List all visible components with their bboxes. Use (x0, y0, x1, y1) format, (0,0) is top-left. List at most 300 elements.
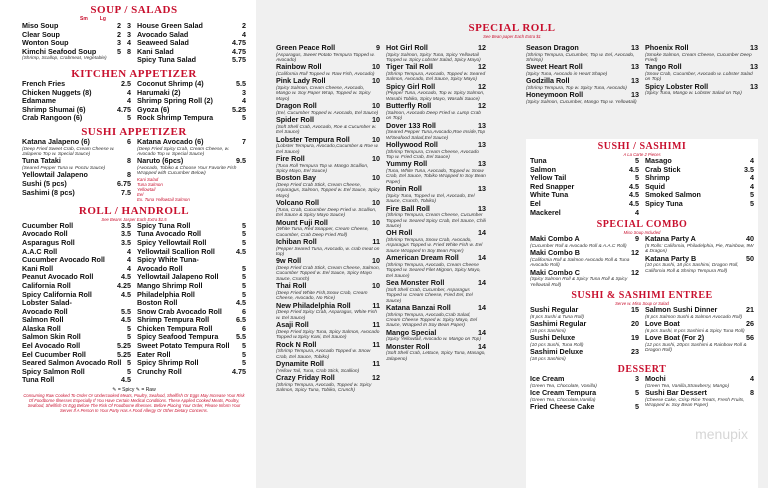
item-price: 4 (127, 246, 131, 256)
roll-left-col (22, 222, 131, 385)
item-name: Shrimp Shumai (6) (22, 104, 86, 114)
item-description: (Shrimp Tempura, Top w. Spicy Tuna, Avocado) (526, 86, 627, 91)
menu-item (645, 200, 754, 209)
menu-item (526, 63, 639, 77)
item-description: (Shrimp Tempura, Cream Cheese, Cucumber Topped w. Seared Spicy Crab, Eel Sauce, Chili Sauce) (386, 213, 486, 230)
item-price: 14 (478, 302, 486, 312)
menu-item (276, 219, 380, 238)
item-price: 9 (635, 234, 639, 244)
item-name: Lobster Tempura Roll (276, 134, 350, 144)
item-name: Cucumber Roll (22, 220, 74, 230)
item-description: (Spicy Salmon, Spicy Tuna, Spicy Yellowtail Topped w. Spicy Lobster Salad, Spicy Mayo) (386, 52, 481, 63)
item-price: 13 (750, 62, 758, 72)
item-price: 10 (372, 115, 380, 125)
item-price: 4 (635, 207, 639, 217)
naruto-option: Yellowtail (137, 186, 156, 192)
sushi-app-title: SUSHI APPETIZER (81, 125, 187, 138)
item-price: 26 (746, 318, 754, 328)
item-name: Crunchy Roll (137, 366, 182, 376)
item-name: Asaji Roll (276, 320, 309, 330)
item-description: (Deep Fried Crab Stick, Cream Cheese, Salmon, Cucumber Topped w. Eel Sauce, Spicy Mayo Sauce, Crunch) (276, 266, 380, 282)
item-price: 13 (750, 81, 758, 91)
item-price: 5 (242, 220, 246, 230)
special-col-2 (386, 44, 486, 362)
item-description: (6 pcs Sushi, 8 pcs Sashimi & Spicy Tuna Roll) (645, 328, 745, 334)
item-price: 10 (372, 281, 380, 291)
special-col-3 (526, 44, 639, 105)
soups-right-col (137, 22, 246, 65)
menu-item (386, 102, 486, 121)
item-name: Gyoza (6) (137, 104, 170, 114)
entree-subtitle: Serve w. Miso Soup or Salad (615, 300, 669, 306)
item-price: 4.75 (232, 366, 246, 376)
item-price: 14 (478, 278, 486, 288)
item-price: 5 (242, 289, 246, 299)
item-price: 5.5 (236, 332, 246, 342)
item-name: Kani Roll (22, 263, 54, 273)
item-price: 11 (372, 300, 380, 310)
dessert-section (530, 375, 754, 412)
item-name: Tuna Tataki (22, 156, 61, 166)
item-name: Yellowtail Jalapeno Roll (137, 272, 219, 282)
item-price: 13 (750, 43, 758, 52)
item-price: 10 (372, 101, 380, 111)
item-name: Squid (645, 181, 665, 191)
right-menu-panel (256, 0, 768, 488)
item-name: Fire Roll (276, 154, 305, 164)
sashimi-title: SUSHI / SASHIMI (597, 141, 687, 152)
item-description: (Deep Fried Spicy Tuna, Spicy Salmon, Avocado Topped w.Spicy Kani, Eel Sauce) (276, 329, 380, 341)
entree-left-col (530, 306, 639, 362)
item-price: 13 (478, 120, 486, 130)
roll-title: ROLL / HANDROLL (78, 204, 190, 217)
item-name: Mount Fuji Roll (276, 217, 328, 227)
item-name: Butterfly Roll (386, 101, 432, 111)
item-price: 14 (478, 341, 486, 351)
item-description: (8 pcs Sushi & Tuna Roll) (530, 314, 585, 320)
dessert-title: DESSERT (617, 363, 667, 375)
kitchen-left-col (22, 80, 131, 123)
roll-subtitle: See Beans Jasper Each Extra $1.5 (101, 216, 167, 222)
item-name: Sushi Deluxe (530, 332, 576, 342)
item-description: (Salmon, Avocado Deep Fried w. Lump Crab on Top) (386, 110, 481, 122)
menu-item (386, 141, 486, 160)
item-price: 4.5 (236, 298, 246, 308)
soups-section (22, 22, 246, 65)
menu-item (276, 257, 380, 282)
sushi-app-section (22, 138, 246, 202)
item-name: French Fries (22, 78, 66, 88)
item-name: Phoenix Roll (645, 43, 689, 52)
roll-right-col (137, 222, 246, 385)
item-name: Shrimp Tempura Roll (137, 315, 210, 325)
item-price: 4.25 (117, 280, 131, 290)
item-description: (Spicy Tuna, Topped w. Eel, Avocado, Eel Sauce, Crunch, Tobiko) (386, 193, 475, 205)
combo-subtitle: Miso Soup Included (623, 230, 661, 236)
item-name: Eel Avocado Roll (22, 341, 81, 351)
item-name: Monster Roll (386, 341, 430, 351)
item-price: 4 (750, 156, 754, 165)
item-description: (Snow Crab, Cucumber, Avocado w. Lobster Salad on Top) (645, 72, 753, 83)
col-sm-label: Sm (80, 16, 88, 22)
menu-item (526, 91, 639, 105)
item-price-sm: 3 (117, 38, 121, 48)
item-price: 4 (127, 96, 131, 106)
item-name: Spicy Shrimp Roll (137, 358, 199, 368)
item-price: 4 (750, 173, 754, 183)
item-price: 3.5 (744, 164, 754, 174)
item-description: (Spicy Tuna, Mango w. Lobster Salad on Top) (645, 91, 742, 97)
item-price: 11 (372, 320, 380, 330)
item-description: (Tuna Roll Tempura Top w. Mango Scallion, Spicy Mayo, Eel Sauce) (276, 163, 369, 175)
item-price: 4.5 (629, 181, 639, 191)
item-price: 3 (242, 87, 246, 97)
soups-left-col (22, 22, 131, 65)
item-description: (Soft Shell Crab, Cucumber, Asparagus Topped w. Cream Cheese, Fried Eel, Eel Sauce) (386, 287, 473, 304)
item-description: (Lobster Tempura, Avocado,Cucumber & Roe w. Eel Sauce) (276, 144, 379, 155)
item-name: Rock N Roll (276, 339, 317, 349)
item-name: Sashimi (8 pcs) (22, 187, 75, 197)
item-name: Avocado Roll (137, 263, 183, 273)
item-description: (Shrimp Tempura, Cucumber, Top w. Eel, Avocado, Shrimp) (526, 52, 635, 63)
raw-food-warning: Consuming Raw Cooked To Order Or Undercooked Meats, Poultry, Seafood, Shellfish Or Eggs May Increase Your Risk Of Foodborne Illnesses Especially If You Have Certain Medical Conditions. These Applied Cooked Meats, Poultry, Seafood, Shellfish Or Egg Before The Risk Of Foodborne Illnesses. Before Placing Your Order, Please Inform Your Server If A Person In Your Party Has A Food Allergy Or Other Dietary Concerns. (23, 393, 245, 414)
item-name: Love Boat (645, 318, 680, 328)
menu-item (22, 189, 131, 198)
item-price: 10 (372, 134, 380, 144)
entree-section (530, 306, 754, 362)
roll-section (22, 222, 246, 385)
item-name: Spicy Tuna (645, 198, 683, 208)
menu-item (530, 389, 639, 403)
item-name: Katana Jalapeno (6) (22, 136, 90, 146)
menu-item (276, 282, 380, 301)
item-name: Tuna Avocado Roll (137, 229, 202, 239)
naruto-option: Tuna Salmon (137, 181, 163, 187)
item-description: (10 pcs Sushi, Tuna Roll) (530, 342, 584, 348)
menu-item (530, 235, 639, 249)
item-description: (California Roll Topped w. Raw Fish, Avocado) (276, 72, 375, 77)
menu-item (22, 157, 131, 171)
item-price: 13 (478, 140, 486, 150)
item-description: (12 pcs Sushi, 20pcs Sashimi & Rainbow Roll & Dragon Roll) (645, 342, 747, 353)
item-name: Shrimp Spring Roll (2) (137, 96, 213, 106)
menu-item (276, 321, 380, 340)
item-price: 11 (372, 339, 380, 349)
item-description: (Seared Pepper Tuna w. Ponzu Sauce) (22, 165, 106, 171)
item-name: Mochi (645, 373, 666, 383)
combo-title: SPECIAL COMBO (596, 219, 688, 231)
item-price: 5 (127, 332, 131, 342)
item-price: 12 (478, 43, 486, 52)
menu-item (276, 341, 380, 360)
item-name: Crab Stick (645, 164, 681, 174)
item-price: 13 (631, 76, 639, 86)
item-description: (15 pcs Sashimi) (530, 328, 566, 334)
item-name: Snow Crab Avocado Roll (137, 306, 222, 316)
item-name: Spider Roll (276, 115, 314, 125)
item-name: House Green Salad (137, 21, 203, 30)
entree-title: SUSHI & SASHIMI ENTREE (571, 289, 713, 301)
item-price: 5.25 (117, 349, 131, 359)
item-name: Salmon (530, 164, 556, 174)
item-name: Green Peace Roll (276, 43, 336, 52)
item-name: Sweet Heart Roll (526, 62, 583, 72)
item-name: Pink Lady Roll (276, 76, 326, 86)
menu-item (645, 235, 754, 254)
item-price: 5 (635, 401, 639, 411)
menu-item (386, 254, 486, 279)
item-price: 12 (372, 372, 380, 382)
item-description: (Deep Fried White Fish,Snow Crab, Cream Cheese, Avocado, No Rice) (276, 290, 368, 302)
item-price: 21 (746, 304, 754, 314)
item-name: Katana Party A (645, 234, 696, 244)
item-name: Maki Combo B (530, 248, 580, 258)
item-description: (Shrimp Tempura, Avocado Topped w. Snow Crab, Eel Sauce, Tobiko) (276, 349, 371, 360)
item-description: (Shrimp Tempura, Avocado, Topped w. Seared Salmon, Avocado, Eel Sauce, Spicy Mayo) (386, 72, 486, 83)
item-name: Mango Shrimp Roll (137, 280, 203, 290)
item-price: 23 (631, 346, 639, 356)
menu-item (645, 63, 758, 82)
item-name: Crazy Friday Roll (276, 372, 335, 382)
item-name: Tuna Roll (22, 375, 55, 385)
item-price-lg: 4 (127, 38, 131, 48)
item-name: Spicy Salmon Roll (22, 366, 85, 376)
item-name: Tiger Tail Roll (386, 62, 433, 72)
menu-item (530, 334, 639, 348)
item-price: 5 (750, 190, 754, 200)
item-price: 3.5 (121, 237, 131, 247)
item-name: Smoked Salmon (645, 190, 701, 200)
item-name: Ice Cream (530, 373, 565, 383)
item-name: Wonton Soup (22, 38, 69, 48)
item-name: Avocado Roll (22, 306, 68, 316)
item-name: Spicy Tuna Roll (137, 220, 191, 230)
sashimi-subtitle: A La Carte 2 Pieces (623, 152, 661, 157)
item-description: (Cheese Cake, Crisp Rice Treats, Fresh Fruits, Wrapped w. Soy Bean Paper) (645, 397, 745, 408)
item-price: 12 (631, 267, 639, 277)
menu-item (386, 329, 486, 343)
item-price: 4 (127, 87, 131, 97)
item-name: Ice Cream Tempura (530, 387, 597, 397)
item-description: (Eel, Cucumber Topped w. Avocado, Eel Sauce) (276, 110, 379, 116)
item-name: Yellow Tail (530, 173, 567, 183)
item-name: Thai Roll (276, 281, 307, 291)
item-description: (Soft Shell Crab, Avocado, Roe & Cucumber w. Eel Sauce) (276, 124, 377, 136)
item-price-lg: 3 (127, 29, 131, 39)
menu-item (530, 209, 639, 218)
menu-item (530, 375, 639, 389)
menu-item (137, 157, 246, 176)
item-description: (Tuna, Crab, Cucumber Deep Fried w. Scallion, Eel Sauce & Spicy Mayo Sauce) (276, 207, 377, 219)
combo-left-col (530, 235, 639, 288)
menu-item (386, 304, 486, 329)
item-description: (White Tuna, Red Snapper, Cream Cheese, Cucumber, Crab Deep Fried Roll) (276, 227, 369, 238)
item-name: Fire Ball Roll (386, 203, 430, 213)
item-description: (10 pcs Sushi, 18 pcs Sashimi, Dragon Roll, California Roll & Shrimp Tempura Roll) (645, 263, 739, 274)
menu-item (386, 83, 486, 102)
item-price: 5 (242, 341, 246, 351)
special-col-1 (276, 44, 380, 393)
item-price: 5.25 (117, 341, 131, 351)
item-name: Mango Special (386, 327, 437, 337)
item-name: Edamame (22, 96, 56, 106)
item-price: 6 (127, 136, 131, 146)
item-name: Sashimi Regular (530, 318, 587, 328)
item-price: 13 (478, 203, 486, 213)
item-price-sm: 2 (117, 29, 121, 39)
menu-item (386, 229, 486, 254)
item-name: Spicy Lobster Roll (645, 81, 709, 91)
combo-right-col (645, 235, 754, 288)
kitchen-section (22, 80, 246, 123)
menu-item (386, 44, 486, 63)
item-name: Seaweed Salad (137, 38, 189, 48)
item-description: (8 pcs Salmon Sushi & Salmon Avocado Roll) (645, 314, 743, 320)
item-name: Yellowtail Jalapeno (22, 170, 88, 180)
naruto-option: Eel (137, 191, 144, 197)
menu-item (530, 249, 639, 268)
item-description: (5 Rolls: California, Philadelphia, Pie, Rainbow, 9W & Dragon) (645, 243, 754, 255)
item-name: Yellowtail Scallion Roll (137, 246, 215, 256)
item-description: (Spicy Salmon, Cream Cheese, Avocado, Mango w. Soy Paper Wrap, Topped w. Spicy Mayo) (276, 86, 371, 102)
item-name: Asparagus Roll (22, 237, 75, 247)
menu-item (276, 360, 380, 374)
menu-item (386, 63, 486, 82)
item-description: (Spicy Salmon, Cucumber, Mango Top w. Yellowtail) (526, 100, 637, 105)
item-price: 8 (127, 170, 131, 180)
item-price: 5.25 (232, 104, 246, 114)
item-name: Sushi Regular (530, 304, 579, 314)
item-price: 5 (635, 387, 639, 397)
menu-item (276, 102, 380, 116)
item-name: Salmon Roll (22, 315, 64, 325)
sashimi-left-col (530, 157, 639, 217)
item-price: 2.5 (121, 78, 131, 88)
item-description: (Spicy Tuna, Avocado in Heart Shape) (526, 72, 608, 77)
item-name: Love Boat (For 2) (645, 332, 705, 342)
menu-item (137, 368, 246, 377)
item-price-sm: 2 (117, 21, 121, 30)
kitchen-title: KITCHEN APPETIZER (71, 67, 197, 80)
item-name: Sweet Potato Tempura Roll (137, 341, 230, 351)
naruto-option: Kani Salad (137, 176, 159, 182)
item-price-lg: 8 (127, 46, 131, 56)
menu-item (386, 185, 486, 204)
item-price: 11 (372, 358, 380, 368)
sashimi-section (530, 157, 754, 217)
item-price: 40 (746, 234, 754, 244)
item-name: Chicken Tempura Roll (137, 323, 213, 333)
dessert-right-col (645, 375, 754, 412)
item-description: (Pepper Tuna, Avocado, Top w. Spicy Salmon, Wasabi Tobiko, Spicy Mayo, Wasabi Sauce) (386, 91, 485, 102)
item-name: Miso Soup (22, 21, 59, 30)
item-name: Avocado Roll (22, 229, 68, 239)
menu-item (645, 255, 754, 274)
left-menu-panel (0, 0, 256, 488)
item-name: Kimchi Seafood Soup (22, 46, 97, 56)
item-price: 5 (242, 229, 246, 239)
item-price: 12 (478, 81, 486, 91)
item-name: Red Snapper (530, 181, 575, 191)
item-description: (Shrimp Tempura, Avocado,Crab Salad, Cream Cheese Topped w. Spicy Mayo, Eel Sauce, Wrapped In Soy Bean Paper) (386, 312, 478, 329)
item-price: 5 (242, 263, 246, 273)
item-name: Mackerel (530, 207, 561, 217)
item-description: (Spicy Salmon Roll & Spicy Tuna Roll & Spicy Yellowtail Roll) (530, 277, 628, 288)
menu-item (276, 63, 380, 77)
menu-item (645, 83, 758, 97)
item-price: 15 (631, 304, 639, 314)
menu-item (530, 348, 639, 362)
item-price: 5 (242, 358, 246, 368)
item-name: Honeymoon Roll (526, 90, 584, 100)
item-name: Sea Monster Roll (386, 278, 445, 288)
sushi-app-left-col (22, 138, 131, 202)
menu-item (137, 138, 246, 157)
item-price: 13 (631, 62, 639, 72)
menu-item (276, 302, 380, 321)
kitchen-right-col (137, 80, 246, 123)
item-description: (Deep Fried Sweet Crab, Cream Cheese w. Jalapeno Top w. Special Sauce) (22, 146, 115, 157)
item-name: Fried Cheese Cake (530, 401, 595, 411)
item-name: Lobster Salad- (22, 298, 72, 308)
item-price: 5 (127, 113, 131, 123)
item-name: Cucumber Avocado Roll (22, 255, 105, 265)
entree-right-col (645, 306, 754, 362)
menu-item (386, 343, 486, 362)
item-price: 4.5 (629, 198, 639, 208)
item-name: Ronin Roll (386, 184, 422, 194)
item-name: Tuna (530, 156, 547, 165)
menu-item (645, 389, 754, 408)
menu-item (386, 279, 486, 304)
menu-item (530, 403, 639, 412)
item-price: 6.75 (117, 178, 131, 188)
item-name: Katana Banzai Roll (386, 302, 451, 312)
special-subtitle: See Bean paper Each Extra $1 (483, 34, 541, 39)
item-name: Eel Cucumber Roll (22, 349, 86, 359)
combo-section (530, 235, 754, 288)
menu-item (276, 44, 380, 63)
item-price: 10 (372, 217, 380, 227)
item-description: (Spicy Yellowtail, Avocado w. Mango on Top) (386, 337, 481, 343)
item-name: Spicy White Tuna- (137, 255, 199, 265)
menu-item (22, 114, 131, 123)
item-price: 5.5 (121, 306, 131, 316)
special-col-4 (645, 44, 758, 105)
item-price: 19 (631, 332, 639, 342)
item-description: (Smoke Salmon, Cream Cheese, Cucumber Deep Fried) (645, 52, 752, 63)
item-price: 5 (635, 156, 639, 165)
item-name: OH Roll (386, 228, 413, 238)
item-price: 4.5 (121, 272, 131, 282)
item-price: 8 (127, 156, 131, 166)
special-col-3-4 (526, 44, 758, 105)
item-name: Season Dragon (526, 43, 579, 52)
item-price: 50 (746, 253, 754, 263)
item-price: 7 (242, 136, 246, 146)
item-price: 5 (750, 198, 754, 208)
item-price: 4.5 (629, 190, 639, 200)
item-name: Spicy Yellowtail Roll (137, 237, 207, 247)
item-name: Sushi Bar Dessert (645, 387, 707, 397)
item-price: 10 (372, 256, 380, 266)
item-price: 56 (746, 332, 754, 342)
item-price: 2 (242, 21, 246, 30)
menu-item (276, 77, 380, 102)
menu-item (137, 56, 246, 65)
item-name: A.A.C Roll (22, 246, 58, 256)
item-price-sm: 5 (117, 46, 121, 56)
